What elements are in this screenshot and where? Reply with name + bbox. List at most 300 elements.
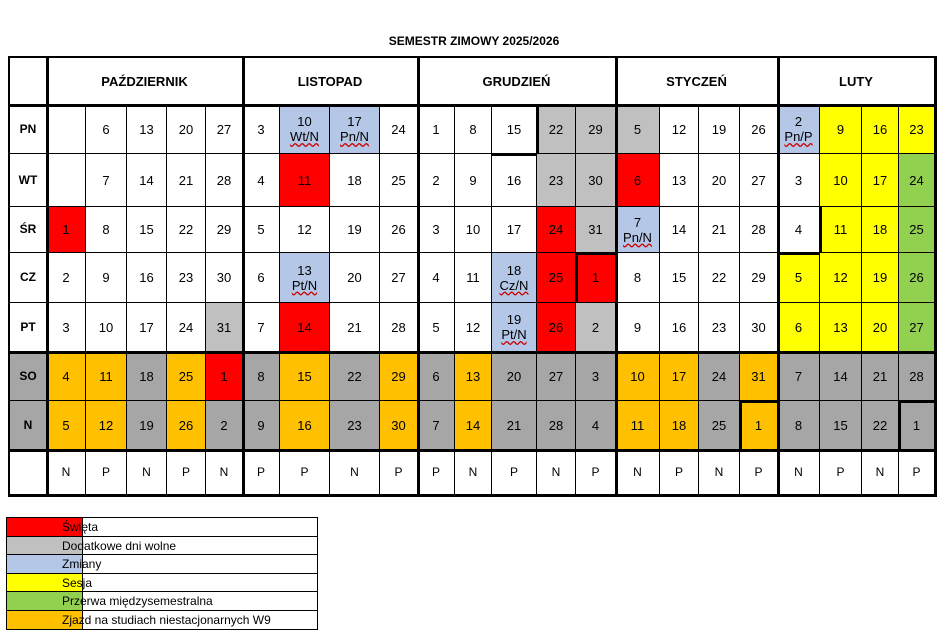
day-number: 10 [630, 368, 645, 384]
day-number: 25 [178, 368, 194, 384]
day-cell [280, 303, 330, 352]
day-number: 27 [548, 368, 564, 384]
day-number: 29 [751, 270, 766, 285]
day-number: 8 [794, 417, 803, 433]
day-cell [616, 303, 660, 352]
day-cell [576, 207, 616, 253]
week-type-cell: N [862, 450, 899, 495]
day-number: 4 [794, 222, 803, 237]
day-number: 17 [872, 172, 888, 188]
day-cell [86, 105, 127, 154]
legend-label: Święta [62, 520, 99, 534]
day-cell [537, 253, 576, 303]
day-cell [492, 253, 537, 303]
day-cell [576, 154, 616, 207]
day-cell [820, 303, 862, 352]
day-number: 16 [872, 121, 888, 137]
day-cell [455, 401, 492, 450]
day-number: 8 [633, 270, 642, 285]
day-cell [47, 253, 86, 303]
legend-item [7, 574, 317, 593]
day-cell [699, 401, 740, 450]
day-number: 18 [872, 222, 888, 237]
day-number: 30 [391, 417, 406, 433]
day-cell [47, 154, 86, 207]
day-number: 28 [751, 222, 766, 237]
day-cell [127, 207, 167, 253]
week-type-cell: P [492, 450, 537, 495]
day-number: 14 [833, 368, 848, 384]
day-number: 1 [591, 270, 600, 285]
day-number: 29 [588, 121, 603, 137]
thick-divider [10, 449, 935, 452]
thick-divider [778, 252, 820, 255]
day-cell [418, 207, 455, 253]
day-cell [380, 105, 418, 154]
day-change-note: Pn/P [784, 129, 813, 144]
day-cell [862, 154, 899, 207]
day-number: 8 [257, 368, 265, 384]
day-cell [280, 253, 330, 303]
day-cell [660, 105, 699, 154]
thick-divider [536, 105, 539, 154]
day-number: 14 [671, 222, 687, 237]
day-number: 23 [711, 319, 727, 335]
day-number: 24 [548, 222, 564, 237]
day-number: 6 [633, 172, 642, 188]
day-number: 13 [139, 121, 154, 137]
day-cell [455, 207, 492, 253]
day-cell [740, 352, 778, 401]
day-number: 20 [872, 319, 888, 335]
day-cell [740, 154, 778, 207]
day-cell [820, 352, 862, 401]
day-cell [492, 303, 537, 352]
day-cell [280, 105, 330, 154]
day-number: 29 [391, 368, 406, 384]
day-cell [492, 105, 537, 154]
day-cell [280, 154, 330, 207]
day-cell [740, 303, 778, 352]
day-cell [47, 207, 86, 253]
day-number: 19 [347, 222, 362, 237]
week-type-cell: P [167, 450, 206, 495]
day-cell [127, 401, 167, 450]
day-cell [899, 401, 935, 450]
day-number: 20 [711, 172, 727, 188]
week-label-empty [10, 450, 47, 495]
day-number: 15 [297, 368, 312, 384]
day-number: 10 [465, 222, 481, 237]
day-cell [862, 105, 899, 154]
day-number: 13 [833, 319, 848, 335]
day-cell [280, 401, 330, 450]
day-cell [616, 105, 660, 154]
day-label: PT [10, 303, 47, 352]
day-cell [616, 352, 660, 401]
day-cell [660, 303, 699, 352]
day-cell [699, 105, 740, 154]
month-header: PAŹDZIERNIK [47, 58, 243, 105]
day-cell [243, 303, 280, 352]
day-number: 8 [102, 222, 110, 237]
day-cell [537, 401, 576, 450]
day-cell [47, 401, 86, 450]
day-cell [820, 253, 862, 303]
day-cell [86, 303, 127, 352]
day-cell [820, 207, 862, 253]
thick-divider [898, 401, 901, 450]
week-type-cell: N [330, 450, 380, 495]
day-cell [740, 253, 778, 303]
day-cell [778, 105, 820, 154]
day-cell [537, 207, 576, 253]
legend-label: Przerwa międzysemestralna [62, 594, 213, 608]
day-number: 25 [391, 172, 406, 188]
day-cell [243, 352, 280, 401]
week-type-cell: P [660, 450, 699, 495]
day-cell [616, 253, 660, 303]
day-cell [699, 303, 740, 352]
day-number: 25 [711, 417, 727, 433]
day-change-note: Pn/N [623, 229, 652, 245]
day-number: 24 [711, 368, 727, 384]
month-header: LUTY [778, 58, 935, 105]
legend-label: Zjazd na studiach niestacjonarnych W9 [62, 612, 271, 627]
day-cell [576, 105, 616, 154]
day-number: 16 [506, 172, 522, 188]
day-label: SO [10, 352, 47, 401]
day-label: N [10, 401, 47, 450]
day-number: 2 [591, 319, 600, 335]
day-number: 12 [297, 222, 312, 237]
day-number: 17 [347, 114, 362, 129]
day-number: 1 [432, 121, 440, 137]
day-cell [167, 154, 206, 207]
day-cell [660, 207, 699, 253]
day-number: 21 [178, 172, 194, 188]
day-label: WT [10, 154, 47, 207]
day-number: 6 [432, 368, 440, 384]
day-cell [167, 105, 206, 154]
day-number: 7 [794, 368, 803, 384]
day-cell [862, 207, 899, 253]
day-number: 24 [391, 121, 406, 137]
day-number: 3 [794, 172, 803, 188]
day-number: 28 [391, 319, 406, 335]
day-number: 1 [912, 417, 921, 433]
week-type-cell: P [380, 450, 418, 495]
day-number: 12 [833, 270, 848, 285]
day-change-note: Cz/N [499, 277, 529, 293]
day-number: 23 [548, 172, 564, 188]
thick-divider [10, 104, 935, 107]
day-number: 4 [591, 417, 600, 433]
day-cell [418, 154, 455, 207]
legend-item [7, 537, 317, 556]
legend-label: Sesja [62, 575, 93, 590]
month-header: LISTOPAD [243, 58, 418, 105]
day-cell [899, 303, 935, 352]
day-cell [778, 303, 820, 352]
week-type-cell: P [820, 450, 862, 495]
day-number: 12 [465, 319, 481, 335]
day-number: 2 [432, 172, 440, 188]
legend-item [7, 592, 317, 611]
day-number: 1 [62, 222, 70, 237]
thick-divider [576, 252, 616, 255]
day-number: 26 [548, 319, 564, 335]
thick-divider [575, 253, 578, 303]
day-number: 18 [671, 417, 687, 433]
day-number: 7 [432, 417, 440, 433]
day-cell [699, 207, 740, 253]
day-change-note: Pt/N [291, 277, 318, 293]
day-cell [862, 352, 899, 401]
day-change-note: Pt/N [501, 327, 527, 342]
legend-label: Zmiany [62, 557, 102, 571]
day-number: 3 [591, 368, 600, 384]
legend-label: Dodatkowe dni wolne [62, 538, 177, 553]
day-cell [616, 207, 660, 253]
thick-divider [899, 400, 935, 403]
day-cell [455, 253, 492, 303]
day-cell [455, 352, 492, 401]
day-number: 18 [347, 172, 362, 188]
day-cell [47, 352, 86, 401]
day-cell [660, 401, 699, 450]
day-number: 9 [469, 172, 477, 188]
day-cell [167, 352, 206, 401]
day-cell [740, 401, 778, 450]
month-header: STYCZEŃ [616, 58, 778, 105]
day-cell [280, 352, 330, 401]
thick-divider [615, 58, 618, 495]
thick-divider [10, 351, 935, 354]
day-cell [127, 253, 167, 303]
day-cell [778, 352, 820, 401]
day-number: 9 [633, 319, 642, 335]
day-label: ŚR [10, 207, 47, 253]
day-number: 11 [297, 172, 312, 188]
day-number: 9 [257, 417, 265, 433]
day-number: 21 [347, 319, 362, 335]
day-cell [206, 303, 243, 352]
day-number: 21 [506, 417, 522, 433]
day-number: 11 [466, 270, 480, 285]
day-number: 22 [347, 368, 362, 384]
day-cell [418, 105, 455, 154]
day-number: 26 [391, 222, 406, 237]
day-cell [86, 207, 127, 253]
thick-divider [492, 153, 537, 156]
day-cell [206, 105, 243, 154]
day-number: 16 [671, 319, 687, 335]
day-cell [243, 105, 280, 154]
day-cell [330, 253, 380, 303]
day-number: 7 [633, 214, 642, 230]
day-number: 22 [178, 222, 194, 237]
day-number: 22 [548, 121, 564, 137]
day-cell [537, 154, 576, 207]
day-number: 11 [630, 417, 645, 433]
day-cell [380, 253, 418, 303]
day-label: PN [10, 105, 47, 154]
thick-divider [739, 401, 742, 450]
day-number: 23 [347, 417, 362, 433]
day-number: 20 [178, 121, 194, 137]
day-cell [330, 352, 380, 401]
day-cell [280, 207, 330, 253]
day-cell [455, 303, 492, 352]
day-number: 15 [139, 222, 154, 237]
week-type-cell: P [86, 450, 127, 495]
week-type-cell: P [243, 450, 280, 495]
day-cell [616, 401, 660, 450]
week-type-cell: N [616, 450, 660, 495]
day-cell [127, 105, 167, 154]
day-cell [127, 352, 167, 401]
thick-divider [46, 58, 49, 495]
day-number: 28 [909, 368, 924, 384]
day-number: 28 [548, 417, 564, 433]
day-number: 26 [751, 121, 766, 137]
day-cell [330, 401, 380, 450]
day-number: 5 [633, 121, 642, 137]
day-number: 5 [794, 270, 803, 285]
day-number: 4 [257, 172, 265, 188]
day-number: 25 [909, 222, 924, 237]
day-cell [778, 207, 820, 253]
day-number: 11 [833, 222, 848, 237]
day-number: 6 [794, 319, 803, 335]
day-cell [660, 154, 699, 207]
day-number: 20 [506, 368, 522, 384]
week-type-cell: P [280, 450, 330, 495]
day-number: 19 [711, 121, 727, 137]
day-cell [862, 401, 899, 450]
day-number: 1 [754, 417, 763, 433]
day-number: 4 [432, 270, 440, 285]
day-cell [455, 154, 492, 207]
day-number: 8 [469, 121, 477, 137]
day-cell [243, 401, 280, 450]
day-number: 22 [872, 417, 888, 433]
calendar-grid [8, 56, 937, 497]
day-cell [167, 207, 206, 253]
day-number: 4 [62, 368, 70, 384]
day-cell [167, 401, 206, 450]
day-cell [492, 352, 537, 401]
day-cell [492, 401, 537, 450]
day-cell [660, 253, 699, 303]
day-number: 2 [794, 114, 803, 129]
week-type-cell: N [778, 450, 820, 495]
day-number: 16 [139, 270, 154, 285]
day-number: 18 [139, 368, 154, 384]
day-cell [820, 154, 862, 207]
day-number: 11 [99, 368, 113, 384]
day-cell [380, 401, 418, 450]
day-cell [243, 207, 280, 253]
day-cell [455, 105, 492, 154]
day-number: 9 [102, 270, 110, 285]
day-cell [206, 154, 243, 207]
day-number: 23 [178, 270, 194, 285]
day-cell [206, 207, 243, 253]
day-cell [862, 253, 899, 303]
day-cell [206, 253, 243, 303]
day-change-note: Pn/N [340, 129, 369, 144]
legend-item [7, 555, 317, 574]
day-cell [380, 207, 418, 253]
day-cell [699, 352, 740, 401]
day-number: 3 [62, 319, 70, 335]
day-cell [418, 303, 455, 352]
day-number: 13 [671, 172, 687, 188]
week-type-cell: N [127, 450, 167, 495]
week-type-cell: N [206, 450, 243, 495]
week-type-cell: P [418, 450, 455, 495]
day-cell [492, 154, 537, 207]
day-number: 19 [872, 270, 888, 285]
day-number: 2 [62, 270, 70, 285]
day-cell [820, 401, 862, 450]
day-number: 21 [872, 368, 888, 384]
day-number: 10 [297, 114, 312, 129]
day-number: 6 [102, 121, 110, 137]
day-cell [380, 352, 418, 401]
thick-divider [740, 400, 778, 403]
day-cell [899, 105, 935, 154]
day-cell [418, 401, 455, 450]
day-label: CZ [10, 253, 47, 303]
day-cell [576, 303, 616, 352]
day-number: 3 [432, 222, 440, 237]
day-cell [206, 352, 243, 401]
day-number: 13 [465, 368, 481, 384]
thick-divider [242, 58, 245, 495]
day-number: 19 [506, 312, 522, 327]
week-type-cell: P [899, 450, 935, 495]
day-number: 10 [833, 172, 848, 188]
day-number: 15 [671, 270, 687, 285]
day-number: 31 [588, 222, 603, 237]
day-cell [899, 253, 935, 303]
day-number: 20 [347, 270, 362, 285]
day-number: 17 [506, 222, 522, 237]
day-number: 14 [297, 319, 312, 335]
day-number: 23 [909, 121, 924, 137]
day-number: 24 [178, 319, 194, 335]
day-number: 2 [220, 417, 228, 433]
legend [6, 517, 318, 630]
day-cell [699, 154, 740, 207]
day-cell [127, 154, 167, 207]
day-cell [127, 303, 167, 352]
day-cell [206, 401, 243, 450]
week-type-cell: N [537, 450, 576, 495]
day-number: 13 [297, 262, 312, 278]
day-cell [537, 303, 576, 352]
day-number: 7 [257, 319, 265, 335]
day-cell [576, 352, 616, 401]
day-number: 27 [391, 270, 406, 285]
day-number: 7 [102, 172, 110, 188]
day-number: 31 [751, 368, 766, 384]
thick-divider [819, 207, 822, 253]
week-type-cell: N [699, 450, 740, 495]
